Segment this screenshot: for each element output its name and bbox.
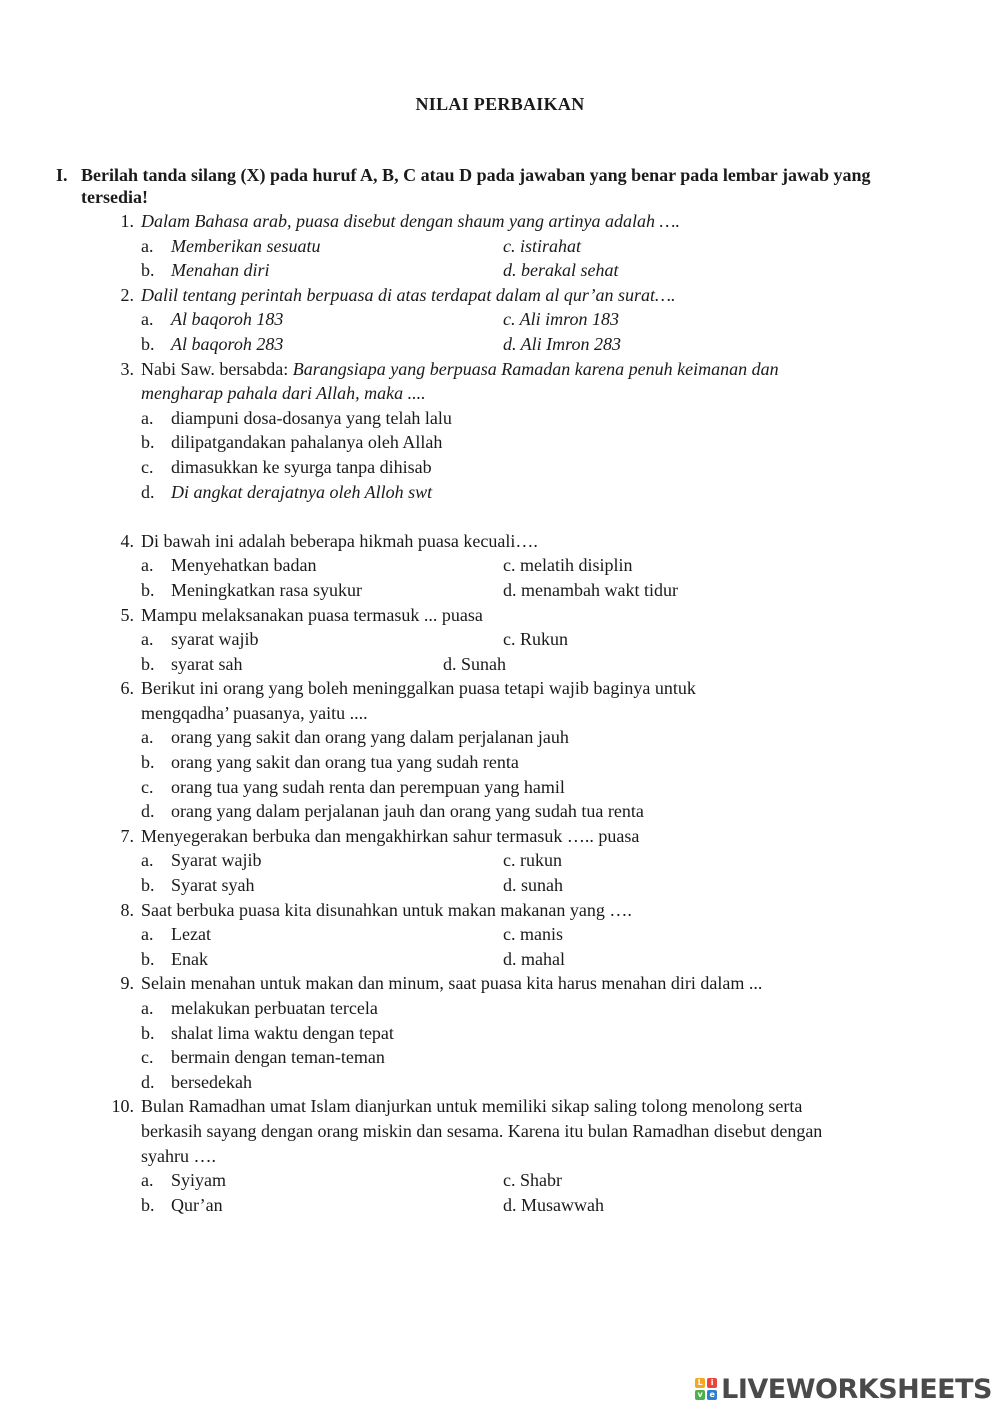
question-text-line [0,1094,1000,1119]
question-text-line [0,603,1000,628]
option-letter: a. [141,407,154,428]
logo-tile: L [695,1378,705,1388]
option-text: bermain dengan teman-teman [171,1047,385,1068]
option-text-right: d. sunah [503,875,563,896]
option-text: Syiyam [171,1170,227,1191]
option-text: syarat sah [171,653,243,674]
answer-option-row [0,1168,1000,1193]
option-text-right: c. rukun [503,850,562,871]
option-text: Lezat [171,924,211,945]
option-text: dilipatgandakan pahalanya oleh Allah [171,432,443,453]
option-letter: d. [141,801,155,822]
option-letter: a. [141,850,154,871]
option-letter: a. [141,235,154,256]
question-number: 4. [120,530,134,551]
option-letter: d. [141,1071,155,1092]
answer-option-row [0,455,1000,480]
question-number: 1. [120,211,134,231]
section-number: I. [56,165,68,185]
option-letter: a. [141,727,154,748]
question-item [0,283,1000,357]
question-text-line [0,357,1000,382]
option-letter: c. [141,1047,154,1068]
option-letter: b. [141,1022,155,1043]
option-text: melakukan perbuatan tercela [171,998,378,1018]
option-text: orang tua yang sudah renta dan perempuan yang hamil [171,776,565,797]
option-letter: c. [141,776,154,797]
question-text-line [0,676,1000,701]
option-text: Menahan diri [171,260,270,281]
option-letter: a. [141,998,154,1018]
answer-option-row [0,922,1000,947]
question-item [0,209,1000,283]
option-text-right: d. Musawwah [503,1194,604,1215]
liveworksheets-logo-icon [695,1378,717,1400]
option-letter: a. [141,629,154,650]
option-letter: b. [141,875,155,896]
section-instruction [56,164,936,208]
question-text-line [0,701,1000,726]
option-text-right: d. berakal sehat [503,260,619,281]
option-text-right: c. istirahat [503,235,582,256]
logo-tile: e [707,1390,717,1400]
answer-option-row [0,578,1000,603]
option-text-right: c. Shabr [503,1170,562,1191]
question-text: Menyegerakan berbuka dan mengakhirkan sahur termasuk ….. puasa [141,825,640,846]
answer-option-row [0,947,1000,972]
question-text: berkasih sayang dengan orang miskin dan sesama. Karena itu bulan Ramadhan disebut dengan [141,1120,823,1141]
option-letter: b. [141,333,155,354]
question-text-line [0,381,1000,406]
option-letter: a. [141,555,154,576]
option-text-right: c. Rukun [503,629,568,650]
answer-option-row [0,725,1000,750]
question-text: mengharap pahala dari Allah, maka .... [141,383,426,404]
question-number: 2. [120,284,134,305]
question-number: 10. [111,1096,134,1117]
option-letter: b. [141,579,155,600]
question-text: Dalil tentang perintah berpuasa di atas terdapat dalam al qur’an surat…. [141,284,676,305]
question-list [0,209,1000,1217]
section-instruction-text: Berilah tanda silang (X) pada huruf A, B, C atau D pada jawaban yang benar pada lembar jawab yang tersedia! [81,165,871,207]
answer-option-row [0,799,1000,824]
option-letter: b. [141,752,155,773]
answer-option-row [0,234,1000,259]
question-number: 5. [120,604,134,625]
option-letter: a. [141,309,154,330]
answer-option-row [0,307,1000,332]
option-text: Syarat wajib [171,850,262,871]
question-text: Di bawah ini adalah beberapa hikmah puasa kecuali…. [141,530,538,551]
option-text: Enak [171,948,208,969]
question-text-line [0,898,1000,923]
question-item [0,676,1000,824]
option-text: dimasukkan ke syurga tanpa dihisab [171,456,432,477]
question-number: 7. [120,825,134,846]
option-letter: b. [141,432,155,453]
answer-option-row [0,332,1000,357]
option-letter: a. [141,924,154,945]
question-text: Bulan Ramadhan umat Islam dianjurkan untuk memiliki sikap saling tolong menolong serta [141,1096,803,1117]
question-text: Dalam Bahasa arab, puasa disebut dengan shaum yang artinya adalah …. [141,211,680,231]
question-text-line [0,1144,1000,1169]
question-text: Nabi Saw. bersabda: [141,358,293,379]
option-text: syarat wajib [171,629,259,650]
question-text: Barangsiapa yang berpuasa Ramadan karena penuh keimanan dan [292,358,779,379]
option-text: orang yang sakit dan orang yang dalam perjalanan jauh [171,727,569,748]
answer-option-row [0,1045,1000,1070]
liveworksheets-footer [695,1373,992,1405]
answer-option-row [0,1021,1000,1046]
question-text-line [0,1119,1000,1144]
question-item [0,898,1000,972]
question-text: Saat berbuka puasa kita disunahkan untuk makan makanan yang …. [141,899,632,920]
option-text: Al baqoroh 183 [171,309,284,330]
option-text: Al baqoroh 283 [171,333,284,354]
answer-option-row [0,775,1000,800]
option-text: Meningkatkan rasa syukur [171,579,362,600]
answer-option-row [0,480,1000,505]
option-text-right: c. manis [503,924,563,945]
question-text-line [0,824,1000,849]
answer-option-row [0,750,1000,775]
question-item [0,529,1000,603]
answer-option-row [0,627,1000,652]
option-letter: d. [141,481,155,502]
answer-option-row [0,406,1000,431]
question-item [0,603,1000,677]
option-text: diampuni dosa-dosanya yang telah lalu [171,407,452,428]
brand-name: LIVEWORKSHEETS [721,1373,992,1405]
option-text: Qur’an [171,1194,223,1215]
question-text: syahru …. [141,1145,216,1166]
question-text: Berikut ini orang yang boleh meninggalkan puasa tetapi wajib baginya untuk [141,678,696,699]
answer-option-row [0,430,1000,455]
answer-option-row [0,553,1000,578]
question-text: mengqadha’ puasanya, yaitu .... [141,702,368,723]
question-item [0,824,1000,898]
question-text-line [0,283,1000,308]
option-text: shalat lima waktu dengan tepat [171,1022,394,1043]
option-text: Menyehatkan badan [171,555,317,576]
question-number: 8. [120,899,134,920]
answer-option-row [0,848,1000,873]
question-text-line [0,529,1000,554]
logo-tile: i [707,1378,717,1388]
option-text: orang yang sakit dan orang tua yang sudah renta [171,752,519,773]
option-letter: b. [141,653,155,674]
question-number: 3. [120,358,134,379]
option-text-right: c. melatih disiplin [503,555,633,576]
question-number: 6. [120,678,134,699]
question-text-line [0,971,1000,996]
question-item [0,1094,1000,1217]
option-letter: b. [141,948,155,969]
option-letter: a. [141,1170,154,1191]
question-item [0,971,1000,1094]
option-text: orang yang dalam perjalanan jauh dan orang yang sudah tua renta [171,801,644,822]
question-text-line [0,209,1000,234]
option-text: bersedekah [171,1071,252,1092]
answer-option-row [0,1193,1000,1218]
option-text: Di angkat derajatnya oleh Alloh swt [171,481,433,502]
option-text: Memberikan sesuatu [171,235,321,256]
option-letter: b. [141,1194,155,1215]
option-letter: b. [141,260,155,281]
option-text-right: d. menambah wakt tidur [503,579,678,600]
option-text-right: c. Ali imron 183 [503,309,619,330]
question-text: Mampu melaksanakan puasa termasuk ... puasa [141,604,483,625]
page-title: NILAI PERBAIKAN [415,94,585,114]
question-item [0,357,1000,529]
answer-option-row [0,996,1000,1021]
answer-option-row [0,873,1000,898]
question-number: 9. [120,973,134,994]
answer-option-row [0,652,1000,677]
option-text-right: d. Ali Imron 283 [503,333,622,354]
option-letter: c. [141,456,154,477]
answer-option-row [0,1070,1000,1095]
question-text: Selain menahan untuk makan dan minum, saat puasa kita harus menahan diri dalam ... [141,973,763,994]
option-text-right: d. mahal [503,948,565,969]
answer-option-row [0,258,1000,283]
spacer [0,504,1000,529]
option-text: Syarat syah [171,875,255,896]
logo-tile: v [695,1390,705,1400]
option-text-right: d. Sunah [443,653,506,674]
